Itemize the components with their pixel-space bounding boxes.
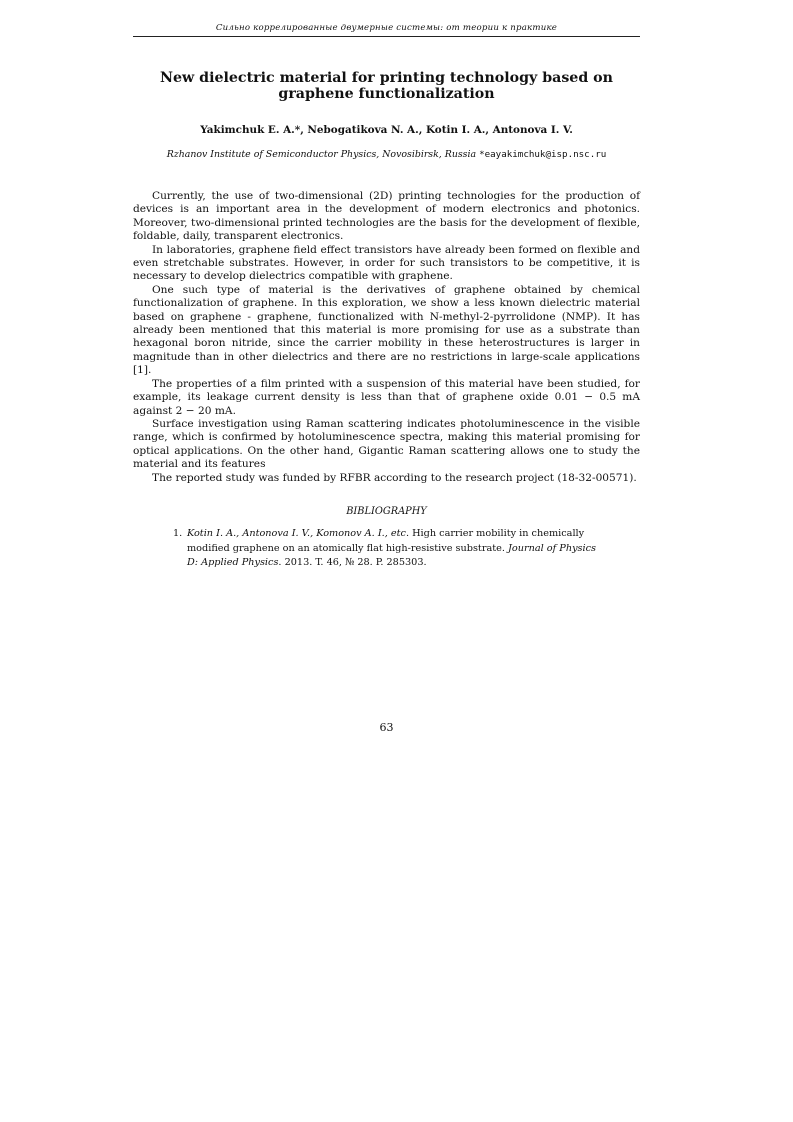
entry-details: . 2013. T. 46, № 28. P. 285303. — [278, 557, 427, 569]
affiliation — [133, 149, 640, 160]
abstract-body — [133, 190, 640, 485]
institute-name: Rzhanov Institute of Semiconductor Physics, Novosibirsk, Russia — [166, 149, 477, 160]
entry-journal: Journal of Physics D: Applied Physics — [187, 542, 597, 569]
bibliography-list — [173, 527, 603, 571]
paper-title: New dielectric material for printing technology based on graphene functionalization — [160, 70, 613, 102]
paragraph: The properties of a film printed with a suspension of this material have been studied, for example, its leakage current density is less than that of graphene oxide 0.01 − 0.5 mA against 2 − 20 mA. — [133, 377, 640, 417]
running-head: Сильно коррелированные двумерные системы: от теории к практике — [215, 23, 558, 33]
bibliography-heading: BIBLIOGRAPHY — [346, 506, 427, 517]
header-rule — [133, 36, 640, 37]
paragraph: The reported study was funded by RFBR according to the research project (18-32-00571). — [152, 471, 637, 484]
entry-title: High carrier mobility in chemically modified graphene on an atomically flat high-resistive substrate. — [187, 528, 585, 554]
paragraph: Currently, the use of two-dimensional (2D) printing technologies for the production of devices is an important area in the development of modern electronics and photonics. Moreover, two-dimensional printed technologies are the basis for the development of flexible, foldable, daily, transparent electronics. — [133, 190, 640, 243]
entry-number: 1. — [173, 528, 183, 539]
bibliography-entry — [173, 527, 603, 571]
entry-authors: Kotin I. A., Antonova I. V., Komonov A. I., etc. — [187, 528, 410, 539]
paragraph: One such type of material is the derivatives of graphene obtained by chemical functionalization of graphene. In this exploration, we show a less known dielectric material based on graphene - graphene, functionalized with N-methyl-2-pyrrolidone (NMP). It has already been mentioned that this material is more promising for use as a substrate than hexagonal boron nitride, since the carrier mobility in these heterostructures is larger in magnitude than in other dielectrics and there are no restrictions in large-scale applications [1]. — [133, 283, 640, 377]
author-email: *eayakimchuk@isp.nsc.ru — [479, 149, 607, 160]
author-list: Yakimchuk E. A.*, Nebogatikova N. A., Kotin I. A., Antonova I. V. — [200, 124, 573, 136]
page-number: 63 — [379, 721, 394, 734]
paragraph: In laboratories, graphene field effect transistors have already been formed on flexible and even stretchable substrates. However, in order for such transistors to be competitive, it is necessary to develop dielectrics compatible with graphene. — [133, 243, 640, 283]
paragraph: Surface investigation using Raman scattering indicates photoluminescence in the visible range, which is confirmed by hotoluminescence spectra, making this material promising for optical applications. On the other hand, Gigantic Raman scattering allows one to study the material and its features — [133, 417, 640, 471]
